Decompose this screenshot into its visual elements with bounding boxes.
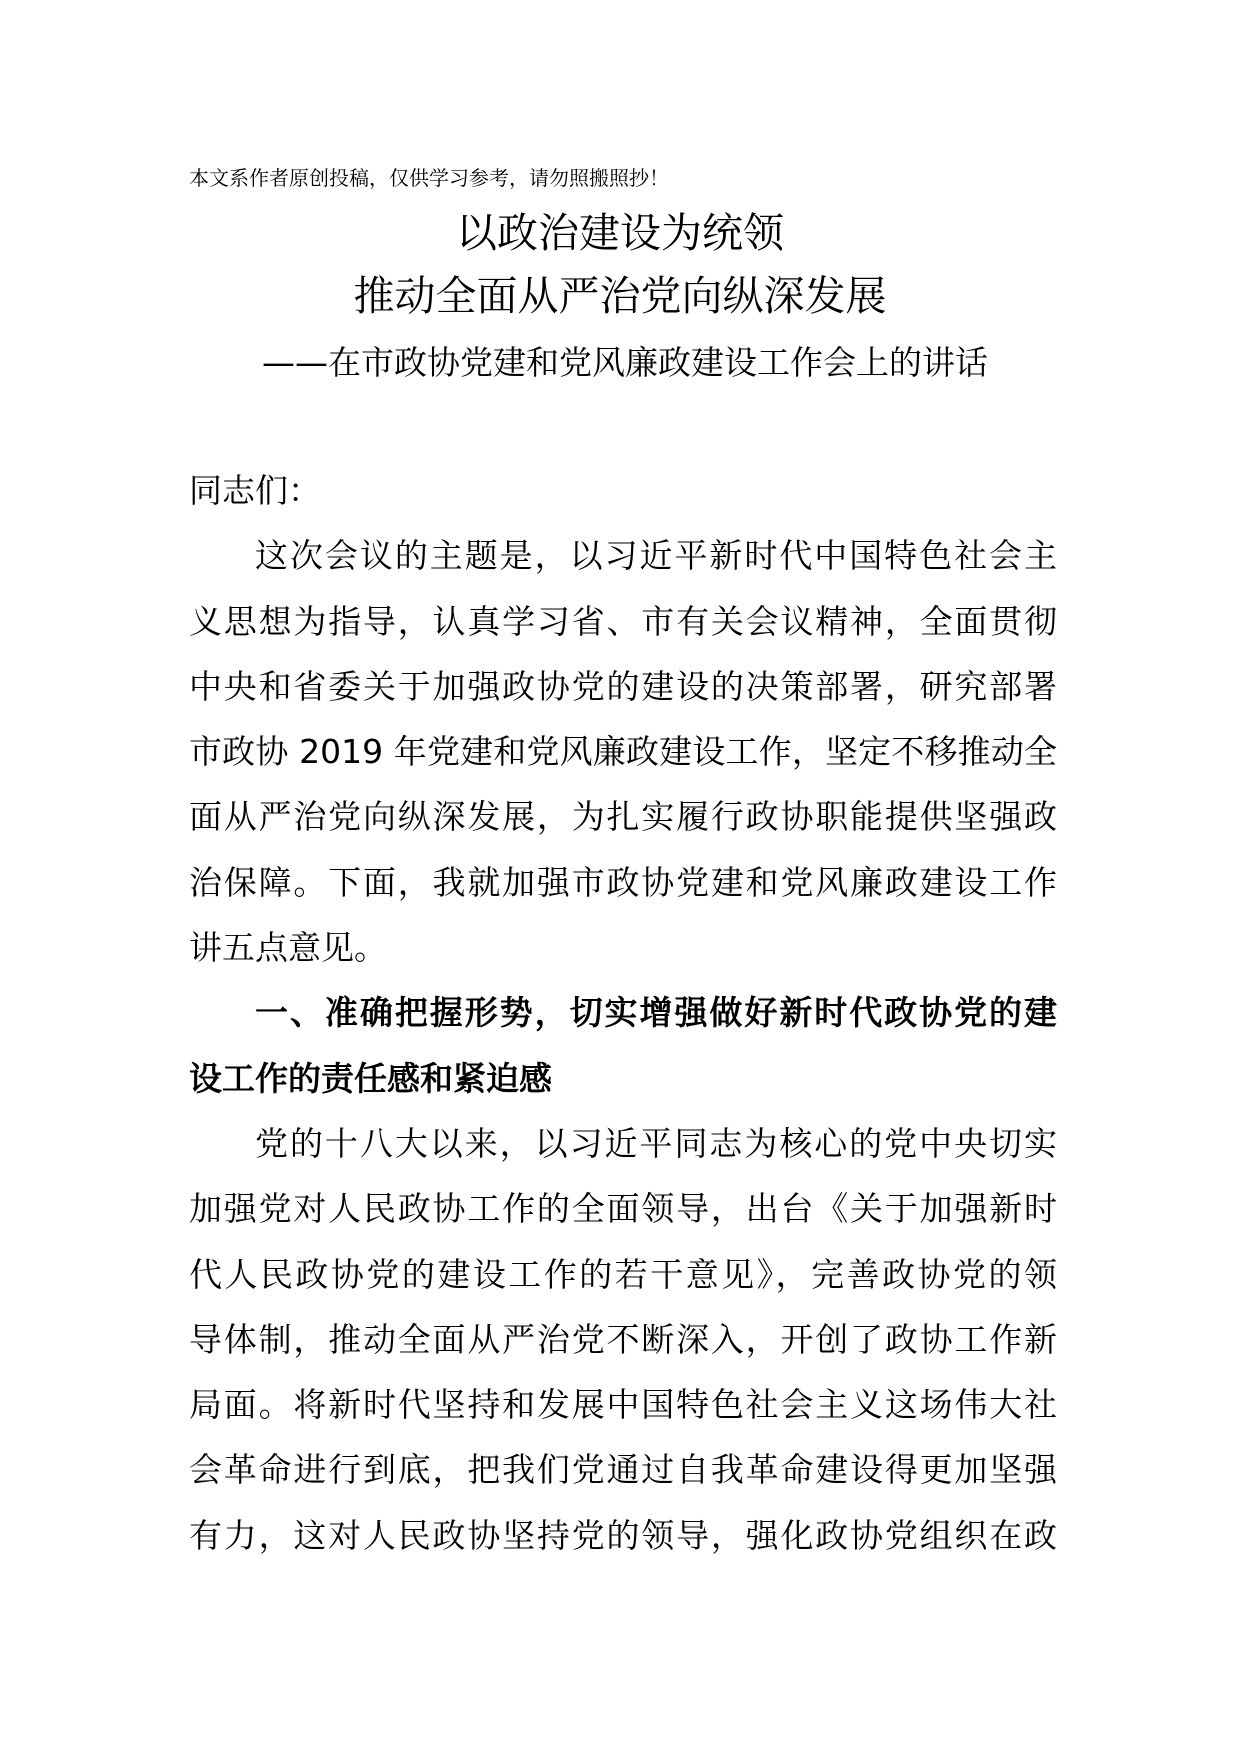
paragraph-line: 中央和省委关于加强政协党的建设的决策部署，研究部署 [189,666,1057,706]
paragraph-line: 这次会议的主题是，以习近平新时代中国特色社会主 [255,536,1057,576]
paragraph-line: 义思想为指导，认真学习省、市有关会议精神，全面贯彻 [189,601,1057,641]
paragraph-line: 讲五点意见。 [189,928,387,968]
paragraph-section-1 [189,1111,1057,1568]
paragraph-line: 导体制，推动全面从严治党不断深入，开创了政协工作新 [189,1319,1057,1359]
paragraph-line: 会革命进行到底，把我们党通过自我革命建设得更加坚强 [189,1450,1057,1490]
copyright-note: 本文系作者原创投稿，仅供学习参考，请勿照搬照抄！ [189,166,669,190]
paragraph-line: 面从严治党向纵深发展，为扎实履行政协职能提供坚强政 [189,797,1057,837]
subtitle: ——在市政协党建和党风廉政建设工作会上的讲话 [262,343,988,382]
paragraph-line: 加强党对人民政协工作的全面领导，出台《关于加强新时 [189,1189,1057,1229]
title-line-2: 推动全面从严治党向纵深发展 [353,272,887,320]
heading-line: 设工作的责任感和紧迫感 [189,1058,552,1098]
paragraph-intro [189,523,1057,980]
paragraph-line: 市政协 2019 年党建和党风廉政建设工作，坚定不移推动全 [189,732,1057,772]
paragraph-line: 党的十八大以来，以习近平同志为核心的党中央切实 [255,1123,1057,1163]
title-line-1: 以政治建设为统领 [456,209,784,257]
salutation: 同志们： [189,471,321,510]
section-heading-1 [189,980,1057,1111]
paragraph-line: 治保障。下面，我就加强市政协党建和党风廉政建设工作 [189,862,1057,902]
paragraph-line: 局面。将新时代坚持和发展中国特色社会主义这场伟大社 [189,1385,1057,1425]
document-body [189,458,1057,1568]
paragraph-line: 代人民政协党的建设工作的若干意见》，完善政协党的领 [189,1254,1057,1294]
paragraph-line: 有力，这对人民政协坚持党的领导，强化政协党组织在政 [189,1515,1057,1555]
heading-line: 一、准确把握形势，切实增强做好新时代政协党的建 [255,993,1057,1033]
